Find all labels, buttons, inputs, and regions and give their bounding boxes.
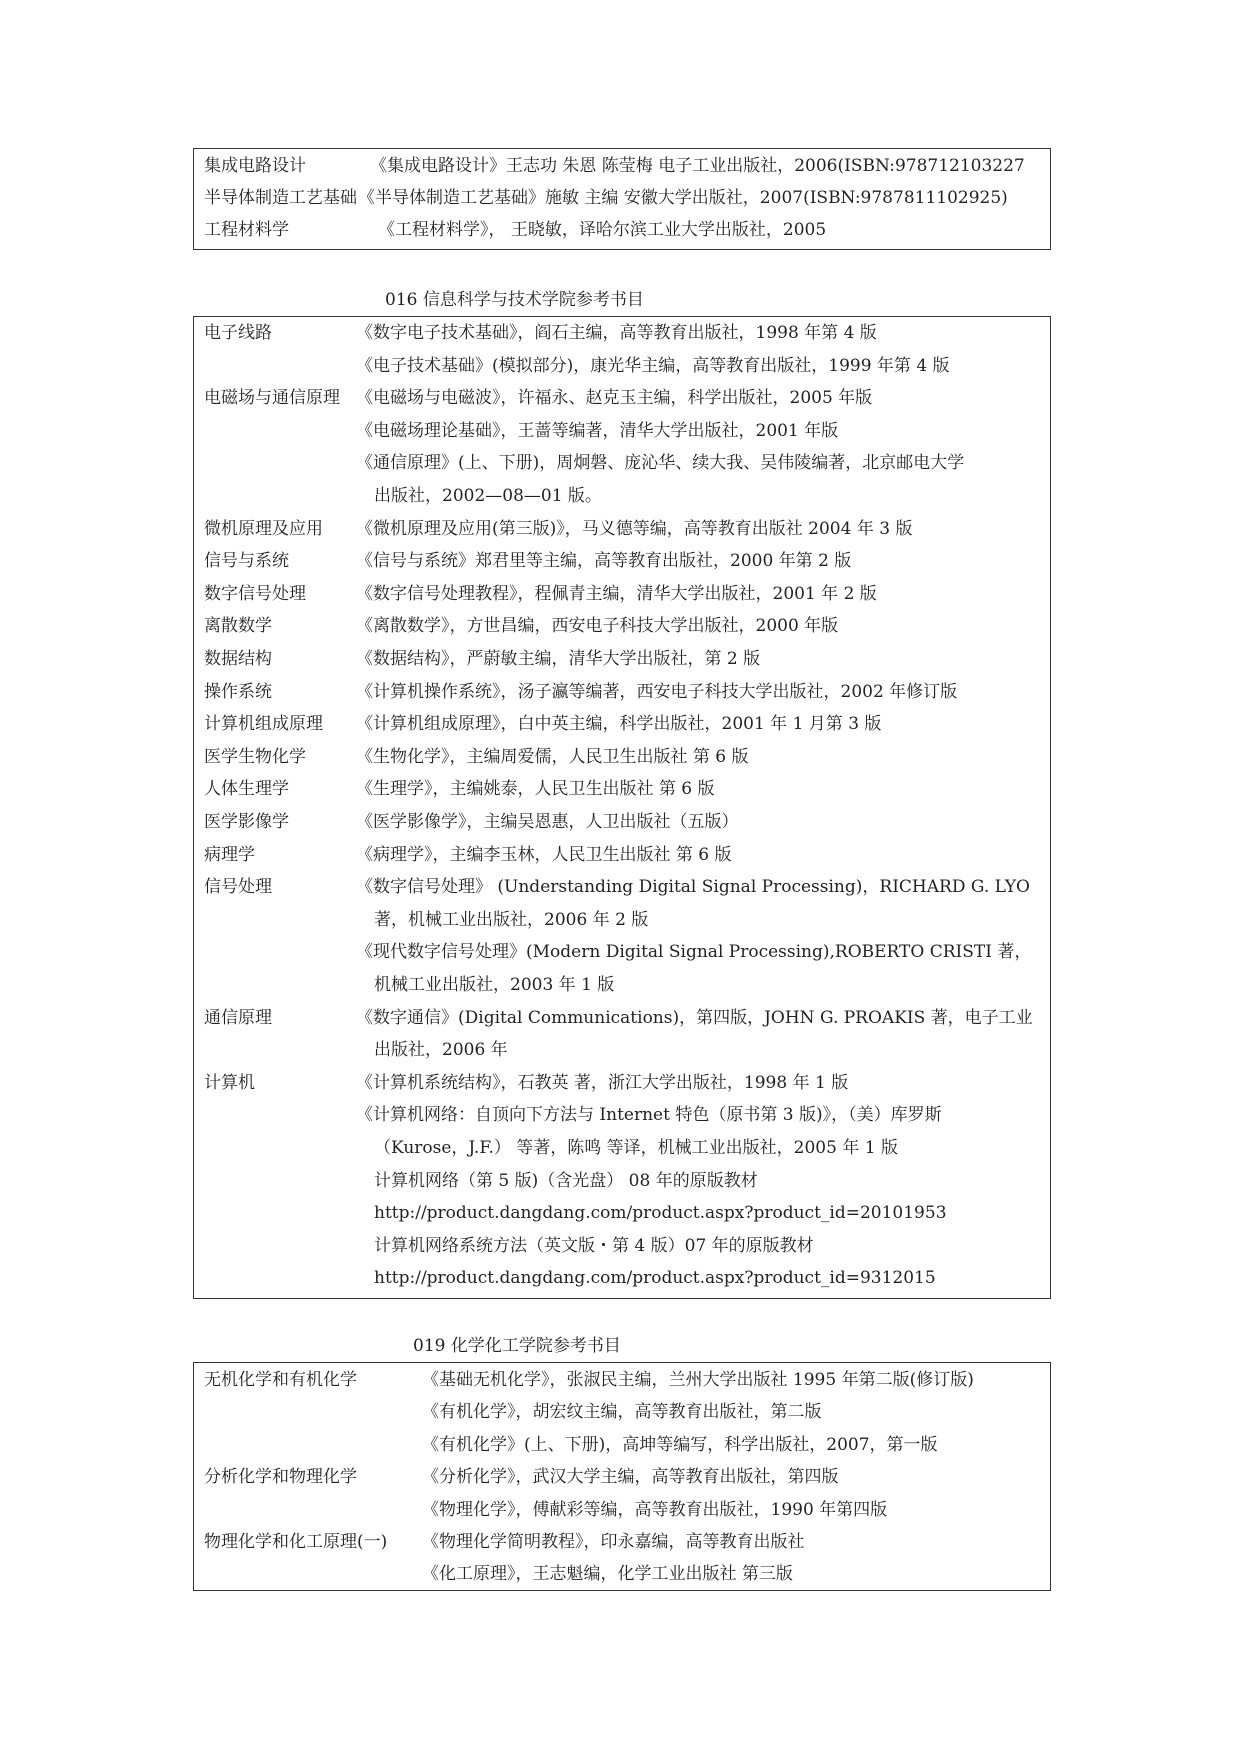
reference-cell: 出版社，2006 年 <box>374 1040 508 1061</box>
subject-cell: 离散数学 <box>204 616 272 637</box>
reference-cell: 《数据结构》，严蔚敏主编，清华大学出版社，第 2 版 <box>356 649 761 669</box>
reference-cell: 《生理学》，主编姚泰，人民卫生出版社 第 6 版 <box>356 779 715 800</box>
reference-cell: 计算机网络（第 5 版)（含光盘） 08 年的原版教材 <box>374 1170 758 1191</box>
reference-cell: 《微机原理及应用(第三版)》，马义德等编，高等教育出版社 2004 年 3 版 <box>356 518 913 539</box>
section-title: 016 信息科学与技术学院参考书目 <box>385 290 644 310</box>
subject-cell: 人体生理学 <box>204 779 289 800</box>
subject-cell: 工程材料学 <box>204 220 289 240</box>
reference-cell: （Kurose，J.F.） 等著，陈鸣 等译，机械工业出版社，2005 年 1 版 <box>374 1138 898 1158</box>
reference-cell: 《分析化学》，武汉大学主编，高等教育出版社，第四版 <box>422 1467 839 1488</box>
subject-cell: 数字信号处理 <box>204 583 306 604</box>
reference-cell: 出版社，2002—08—01 版。 <box>374 486 602 506</box>
reference-cell: 《生物化学》，主编周爱儒，人民卫生出版社 第 6 版 <box>356 746 749 767</box>
reference-cell: 《半导体制造工艺基础》施敏 主编 安徽大学出版社，2007(ISBN:9787811102925) <box>358 188 1008 208</box>
reference-cell: 《基础无机化学》，张淑民主编，兰州大学出版社 1995 年第二版(修订版) <box>422 1370 974 1390</box>
reference-cell: 《物理化学》，傅献彩等编，高等教育出版社，1990 年第四版 <box>422 1499 888 1520</box>
reference-cell: 《计算机操作系统》，汤子瀛等编著，西安电子科技大学出版社，2002 年修订版 <box>356 681 958 702</box>
reference-cell: 《数字通信》(Digital Communications)，第四版，JOHN G. PROAKIS 著，电子工业 <box>356 1007 1033 1028</box>
reference-cell: http://product.dangdang.com/product.aspx?product_id=20101953 <box>374 1203 947 1224</box>
subject-cell: 医学生物化学 <box>204 746 306 767</box>
reference-cell: 著，机械工业出版社，2006 年 2 版 <box>374 909 649 930</box>
reference-cell: 《医学影像学》，主编吴恩惠，人卫出版社（五版） <box>356 812 739 832</box>
subject-cell: 信号处理 <box>204 877 272 898</box>
reference-cell: 《现代数字信号处理》(Modern Digital Signal Processing),ROBERTO CRISTI 著， <box>356 942 1032 963</box>
reference-cell: 《电子技术基础》(模拟部分)，康光华主编，高等教育出版社，1999 年第 4 版 <box>356 355 950 376</box>
reference-cell: 《电磁场理论基础》，王蔷等编著，清华大学出版社，2001 年版 <box>356 420 839 441</box>
subject-cell: 无机化学和有机化学 <box>204 1370 357 1390</box>
reference-cell: 《离散数学》，方世昌编，西安电子科技大学出版社，2000 年版 <box>356 616 839 637</box>
subject-cell: 分析化学和物理化学 <box>204 1467 357 1488</box>
subject-cell: 物理化学和化工原理(一) <box>204 1532 388 1552</box>
reference-cell: 《数字信号处理教程》，程佩青主编，清华大学出版社，2001 年 2 版 <box>356 583 877 604</box>
reference-cell: 《病理学》，主编李玉林，人民卫生出版社 第 6 版 <box>356 844 732 865</box>
section-title: 019 化学化工学院参考书目 <box>413 1336 621 1356</box>
reference-cell: 《物理化学简明教程》，印永嘉编，高等教育出版社 <box>422 1532 805 1552</box>
reference-cell: 《信号与系统》郑君里等主编，高等教育出版社，2000 年第 2 版 <box>356 551 852 572</box>
reference-cell: 《数字信号处理》 (Understanding Digital Signal Processing)，RICHARD G. LYO <box>356 877 1030 898</box>
subject-cell: 病理学 <box>204 844 255 865</box>
subject-cell: 半导体制造工艺基础 <box>204 188 357 208</box>
reference-cell: 计算机网络系统方法（英文版・第 4 版）07 年的原版教材 <box>374 1235 814 1256</box>
reference-cell: 《集成电路设计》王志功 朱恩 陈莹梅 电子工业出版社，2006(ISBN:978712103227 <box>370 156 1025 176</box>
reference-table-section1 <box>193 148 1051 250</box>
subject-cell: 计算机组成原理 <box>204 714 323 735</box>
reference-table-section3 <box>193 1362 1051 1591</box>
subject-cell: 电磁场与通信原理 <box>204 388 340 409</box>
reference-cell: 《化工原理》，王志魁编，化学工业出版社 第三版 <box>422 1564 793 1585</box>
subject-cell: 操作系统 <box>204 681 272 702</box>
subject-cell: 电子线路 <box>204 323 272 343</box>
reference-cell: 《通信原理》(上、下册)，周炯磐、庞沁华、续大我、吴伟陵编著，北京邮电大学 <box>356 453 965 474</box>
subject-cell: 计算机 <box>204 1072 255 1093</box>
reference-cell: 机械工业出版社，2003 年 1 版 <box>374 975 615 995</box>
subject-cell: 微机原理及应用 <box>204 518 323 539</box>
reference-cell: 《计算机系统结构》，石教英 著，浙江大学出版社，1998 年 1 版 <box>356 1072 849 1093</box>
reference-cell: 《有机化学》，胡宏纹主编，高等教育出版社，第二版 <box>422 1402 822 1423</box>
subject-cell: 集成电路设计 <box>204 156 306 176</box>
reference-cell: 《计算机组成原理》，白中英主编，科学出版社，2001 年 1 月第 3 版 <box>356 714 882 735</box>
subject-cell: 通信原理 <box>204 1007 272 1028</box>
reference-cell: 《电磁场与电磁波》，许福永、赵克玉主编，科学出版社，2005 年版 <box>356 388 873 409</box>
reference-cell: 《工程材料学》， 王晓敏，译哈尔滨工业大学出版社，2005 <box>378 220 827 240</box>
reference-cell: http://product.dangdang.com/product.aspx?product_id=9312015 <box>374 1268 936 1289</box>
subject-cell: 信号与系统 <box>204 551 289 572</box>
subject-cell: 数据结构 <box>204 649 272 669</box>
subject-cell: 医学影像学 <box>204 812 289 832</box>
reference-table-section2 <box>193 316 1051 1299</box>
reference-cell: 《计算机网络：自顶向下方法与 Internet 特色（原书第 3 版)》，（美）库罗斯 <box>356 1105 942 1126</box>
reference-cell: 《有机化学》(上、下册)，高坤等编写，科学出版社，2007，第一版 <box>422 1434 938 1455</box>
reference-cell: 《数字电子技术基础》，阎石主编，高等教育出版社，1998 年第 4 版 <box>356 323 877 343</box>
